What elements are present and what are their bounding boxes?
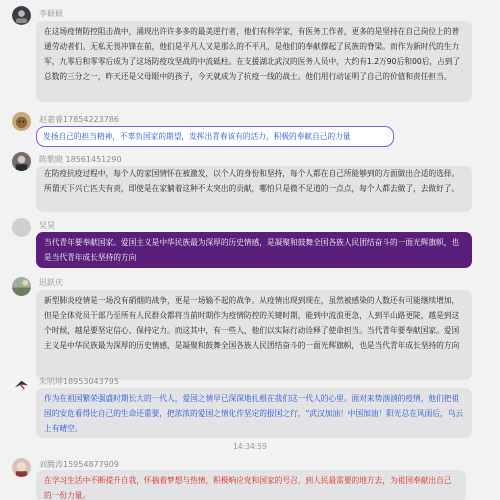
avatar[interactable]: [12, 152, 31, 171]
timestamp: 14:34:59: [233, 442, 267, 451]
message-bubble[interactable]: 发扬自己的担当精神，不辜负国家的期望，发挥出青春该有的活力，积极的奉献自己的力量: [36, 126, 394, 147]
sender-name: 迟跃庆: [39, 278, 63, 287]
avatar[interactable]: [12, 6, 31, 25]
sender-name: 赵嘉睿17854223786: [39, 115, 119, 124]
message-bubble[interactable]: 作为在祖国繁荣强盛时期长大的一代人，爱国之情早已深深地扎根在我们这一代人的心里。面对来势汹汹的疫情，他们把祖国的安危看得比自己的生命还重要，把浓浓的爱国之情化作坚定的报国之行，“武汉加油！中国加油！阳光总在风雨后，乌云上有晴空。: [36, 388, 472, 438]
sender-name: 刘腾涛15954877909: [39, 460, 119, 469]
sender-name: 陈歌晓 18561451290: [39, 155, 122, 164]
message-bubble[interactable]: 在防疫抗疫过程中，每个人的家国情怀在被激发，以个人的身份和坚持，每个人都在自己所能够到的方面做出合适的选择。所谓天下兴亡匹夫有责，即使是在家躺着这种不太突出的贡献，哪怕只是微不足道的一点点，每个人都去做了，去做好了。: [36, 166, 472, 212]
sender-name: 李硕硕: [39, 9, 63, 18]
avatar[interactable]: [12, 112, 31, 131]
avatar[interactable]: [12, 375, 31, 394]
avatar[interactable]: [12, 458, 31, 477]
message-bubble[interactable]: 在学习生活中不断提升自我，怀揣着梦想与热情，积极响应党和国家的号召，到人民最需要的地方去，为祖国奉献出自己的一份力量。: [36, 470, 466, 500]
message-bubble[interactable]: 新型肺炎疫情是一场没有硝烟的战争，更是一场输不起的战争。从疫情出现到现在，虽然被感染的人数还有可能继续增加，但是全体党员干部乃至所有人民群众都将当前时期作为疫情防控的关键时期，能到中流浪更急，人到半山路更陡，越是到这个时候，越是要坚定信心、保持定力。而这其中，有一些人，他们以实际行动诠释了使命担当。当代青年要奉献国家。爱国主义是中华民族最为深厚的历史情感，是凝聚和鼓舞全国各族人民团结奋斗的一面光辉旗帜，也是当代青年成长坚持的方向: [36, 290, 472, 380]
sender-name: 朱明坤18953043795: [39, 377, 119, 386]
avatar[interactable]: [12, 277, 31, 296]
avatar[interactable]: [12, 218, 31, 237]
message-bubble[interactable]: 在这场疫情防控阻击战中，涌现出许许多多的最美逆行者，他们有科学家，有医务工作者，更多的是坚持在自己岗位上的普通劳动者们。无私无畏冲锋在前，他们是平凡人又是那么的不平凡，是他们的奉献撑起了民族的脊梁。而作为新时代的生力军，九零后和零零后成为了这场防疫攻坚战的中流砥柱。在支援湖北武汉的医务人员中，大约有1.2万90后和00后，占到了总数的三分之一，昨天还是父母眼中的孩子，今天就成为了抗疫一线的战士。他们用行动证明了自己的价值和责任担当。: [36, 21, 472, 102]
sender-name: 吴昊: [39, 221, 55, 230]
message-bubble[interactable]: 当代青年要奉献国家。爱国主义是中华民族最为深厚的历史情感，是凝聚和鼓舞全国各族人民团结奋斗的一面光辉旗帜，也是当代青年成长坚持的方向: [36, 232, 472, 268]
